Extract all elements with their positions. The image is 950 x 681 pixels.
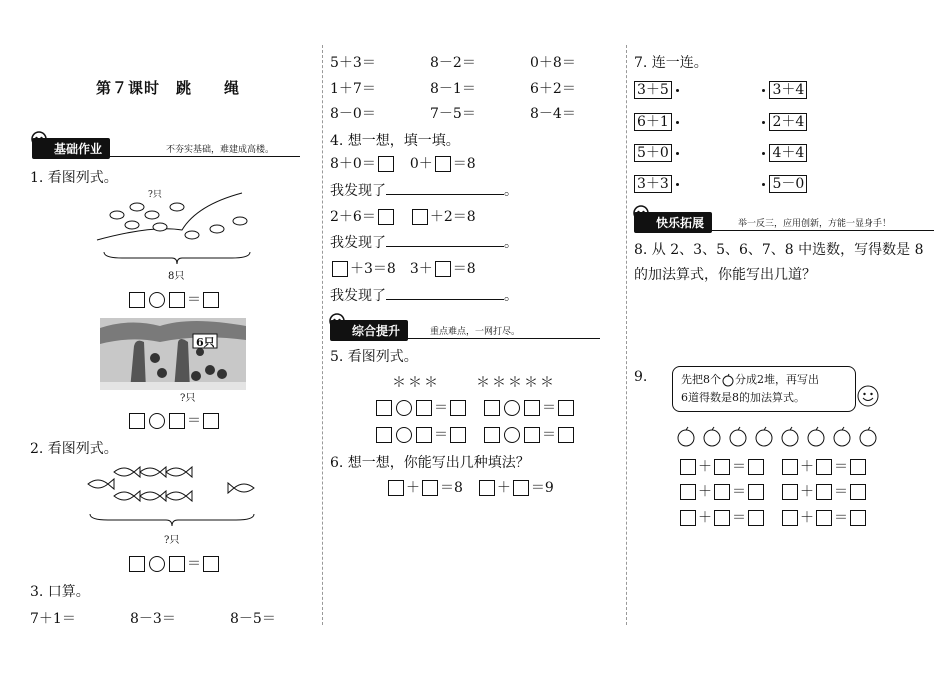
- answer-box[interactable]: [782, 510, 798, 526]
- equal-sign: ＝: [834, 459, 848, 475]
- equal-sign: ＝: [834, 484, 848, 500]
- answer-box[interactable]: [169, 413, 185, 429]
- found-suffix: 。: [504, 183, 518, 199]
- match-left-item[interactable]: 5＋0: [634, 144, 672, 162]
- q3-row-4: [330, 103, 576, 123]
- banner-extension: [634, 210, 934, 232]
- answer-box[interactable]: [816, 484, 832, 500]
- fill-blank[interactable]: [386, 234, 504, 247]
- mental-calc: 0＋8＝: [530, 55, 576, 71]
- column-middle: [324, 0, 624, 681]
- fill-blank[interactable]: [386, 182, 504, 195]
- answer-box[interactable]: [422, 480, 438, 496]
- answer-box[interactable]: [850, 510, 866, 526]
- mental-calc: 8－1＝: [430, 81, 476, 97]
- answer-box[interactable]: [748, 484, 764, 500]
- answer-box[interactable]: [782, 459, 798, 475]
- answer-box[interactable]: [524, 427, 540, 443]
- plus-sign: ＋: [698, 484, 712, 500]
- match-right-item[interactable]: 2＋4: [769, 113, 807, 131]
- apples-row: [676, 426, 886, 448]
- banner-comprehensive-motto: 重点难点，一网打尽。: [430, 327, 521, 337]
- banner-extension-label: 快乐拓展: [634, 212, 712, 233]
- found-prefix: 我发现了: [330, 183, 386, 199]
- answer-box[interactable]: [129, 413, 145, 429]
- answer-box[interactable]: [816, 510, 832, 526]
- answer-box[interactable]: [129, 556, 145, 572]
- mental-calc: 8－4＝: [530, 106, 576, 122]
- found-prefix: 我发现了: [330, 235, 386, 251]
- answer-box[interactable]: [558, 400, 574, 416]
- geese-picture: [92, 185, 262, 255]
- q3-row-3: [330, 78, 576, 98]
- answer-box[interactable]: [484, 427, 500, 443]
- q7-label: 7. 连一连。: [634, 55, 708, 71]
- monkey-question: ?只: [180, 393, 196, 404]
- q6-answer: [386, 477, 554, 497]
- answer-box[interactable]: [203, 413, 219, 429]
- fish-brace: [88, 512, 256, 528]
- answer-box[interactable]: [558, 427, 574, 443]
- match-dot[interactable]: [676, 121, 679, 124]
- answer-box[interactable]: [378, 156, 394, 172]
- q7-row-1-right: [762, 81, 807, 99]
- q4-label: 4. 想一想，填一填。: [330, 133, 460, 149]
- q5-label: 5. 看图列式。: [330, 349, 418, 365]
- q4-row-1: [330, 153, 476, 173]
- answer-box[interactable]: [416, 427, 432, 443]
- equation-text: 3＋: [409, 261, 433, 277]
- speech-text: 6道得数是8的加法算式。: [681, 391, 805, 404]
- banner-comprehensive-label: 综合提升: [330, 320, 408, 341]
- answer-box[interactable]: [680, 510, 696, 526]
- answer-box[interactable]: [203, 292, 219, 308]
- q6-label: 6. 想一想，你能写出几种填法？: [330, 455, 530, 471]
- q9-answer-row-1: [678, 456, 868, 476]
- match-right-item[interactable]: 4＋4: [769, 144, 807, 162]
- fill-blank[interactable]: [386, 287, 504, 300]
- equal-sign: ＝: [732, 510, 746, 526]
- q7-row-2: [634, 113, 679, 131]
- match-dot[interactable]: [676, 152, 679, 155]
- operator-circle[interactable]: [396, 427, 412, 443]
- plus-sign: ＋: [698, 459, 712, 475]
- mental-calc: 8－2＝: [430, 55, 476, 71]
- plus-sign: ＋: [800, 484, 814, 500]
- answer-box[interactable]: [450, 400, 466, 416]
- column-divider: [322, 45, 323, 625]
- mental-calc: 7＋1＝: [30, 611, 76, 627]
- q5-answer-row-2: ＝ ＝: [374, 424, 576, 444]
- answer-box[interactable]: [714, 484, 730, 500]
- q5-answer-row-1: ＝ ＝: [374, 397, 576, 417]
- q3-label: 3. 口算。: [30, 584, 90, 600]
- lesson-title: 第７课时 跳 绳: [96, 79, 241, 97]
- plus-sign: ＋: [800, 510, 814, 526]
- banner-rule: [32, 156, 300, 157]
- q7-row-3: [634, 144, 679, 162]
- q7-row-2-right: [762, 113, 807, 131]
- answer-box[interactable]: [376, 427, 392, 443]
- banner-rule: [634, 230, 934, 231]
- column-divider: [626, 45, 627, 625]
- equation-text: ＝8: [452, 261, 476, 277]
- q8-line-1: 8. 从 2、3、5、6、7、8 中选数，写得数是 8: [634, 242, 924, 258]
- banner-basic-motto: 不夯实基础，难建成高楼。: [166, 145, 275, 155]
- answer-box[interactable]: [479, 480, 495, 496]
- plus-sign: ＋: [406, 480, 420, 496]
- column-right: [628, 0, 940, 681]
- answer-box[interactable]: [850, 484, 866, 500]
- q7-row-3-right: [762, 144, 807, 162]
- plus-sign: ＋: [800, 459, 814, 475]
- equal-sign: ＝: [732, 459, 746, 475]
- found-suffix: 。: [504, 288, 518, 304]
- operator-circle[interactable]: [504, 427, 520, 443]
- match-dot[interactable]: [762, 183, 765, 186]
- mental-calc: 7－5＝: [430, 106, 476, 122]
- answer-box[interactable]: [714, 459, 730, 475]
- match-dot[interactable]: [762, 121, 765, 124]
- answer-box[interactable]: [748, 459, 764, 475]
- operator-circle[interactable]: [504, 400, 520, 416]
- match-left-item[interactable]: 3＋3: [634, 175, 672, 193]
- q3-row-2: [330, 52, 576, 72]
- match-dot[interactable]: [676, 183, 679, 186]
- equation-text: ＝8: [452, 156, 476, 172]
- mental-calc: 8－3＝: [130, 611, 176, 627]
- answer-box[interactable]: [524, 400, 540, 416]
- q3-row-1: [30, 608, 276, 628]
- goose-brace: [102, 250, 252, 266]
- match-dot[interactable]: [762, 89, 765, 92]
- answer-box[interactable]: [513, 480, 529, 496]
- equation-text: ＋2＝8: [429, 209, 476, 225]
- match-left-item[interactable]: 6＋1: [634, 113, 672, 131]
- q7-row-4-right: [762, 175, 807, 193]
- q2-answer: ＝: [127, 553, 221, 573]
- match-left-item[interactable]: 3＋5: [634, 81, 672, 99]
- goose-question: ?只: [148, 190, 162, 200]
- q4-row-3: [330, 258, 476, 278]
- equal-sign: ＝: [732, 484, 746, 500]
- equation-text: ＝8: [440, 480, 463, 496]
- answer-box[interactable]: [435, 156, 451, 172]
- match-dot[interactable]: [762, 152, 765, 155]
- banner-comprehensive: [330, 318, 600, 340]
- answer-box[interactable]: [680, 459, 696, 475]
- mental-calc: 6＋2＝: [530, 81, 576, 97]
- answer-box[interactable]: [332, 261, 348, 277]
- q1-label: 1. 看图列式。: [30, 170, 118, 186]
- operator-circle[interactable]: [149, 292, 165, 308]
- plus-sign: ＋: [698, 510, 712, 526]
- q5-stars-left: ＊＊＊: [392, 375, 440, 391]
- answer-box[interactable]: [748, 510, 764, 526]
- answer-box[interactable]: [680, 484, 696, 500]
- match-right-item[interactable]: 3＋4: [769, 81, 807, 99]
- speech-text: 分成2堆，再写出: [735, 373, 819, 386]
- answer-box[interactable]: [129, 292, 145, 308]
- found-prefix: 我发现了: [330, 288, 386, 304]
- answer-box[interactable]: [850, 459, 866, 475]
- match-dot[interactable]: [676, 89, 679, 92]
- q4-found-1: [330, 180, 518, 200]
- found-suffix: 。: [504, 235, 518, 251]
- fish-picture: [84, 462, 264, 512]
- monkey-count: 6只: [196, 336, 215, 349]
- goose-total: 8只: [168, 271, 185, 282]
- mental-calc: 1＋7＝: [330, 81, 376, 97]
- q7-row-4: [634, 175, 679, 193]
- answer-box[interactable]: [435, 261, 451, 277]
- equation-text: ＋3＝8: [350, 261, 396, 277]
- operator-circle[interactable]: [149, 556, 165, 572]
- answer-box[interactable]: [378, 209, 394, 225]
- q1-answer-1: ＝: [127, 289, 221, 309]
- q9-speech-bubble: [672, 366, 856, 412]
- mental-calc: 8－0＝: [330, 106, 376, 122]
- q4-row-2: [330, 206, 476, 226]
- q4-found-3: [330, 285, 518, 305]
- match-right-item[interactable]: 5－0: [769, 175, 807, 193]
- smiley-face-icon: [856, 384, 880, 408]
- q2-label: 2. 看图列式。: [30, 441, 118, 457]
- answer-box[interactable]: [416, 400, 432, 416]
- operator-circle[interactable]: [396, 400, 412, 416]
- apple-icon: [721, 373, 735, 387]
- banner-basic-label: 基础作业: [32, 138, 110, 159]
- banner-basic: [32, 136, 300, 158]
- answer-box[interactable]: [412, 209, 428, 225]
- q7-row-1: [634, 81, 679, 99]
- equal-sign: ＝: [834, 510, 848, 526]
- q8-line-2: 的加法算式，你能写出几道？: [634, 267, 816, 283]
- equation-text: ＝9: [530, 480, 554, 496]
- equation-text: 0＋: [409, 156, 433, 172]
- answer-box[interactable]: [169, 556, 185, 572]
- q9-answer-row-3: [678, 507, 868, 527]
- plus-sign: ＋: [496, 480, 511, 496]
- mental-calc: 8－5＝: [230, 611, 276, 627]
- q1-answer-2: ＝: [127, 410, 221, 430]
- q9-label: 9.: [634, 369, 648, 385]
- q5-stars-right: ＊＊＊＊＊: [476, 375, 556, 391]
- banner-extension-motto: 举一反三，应用创新，方能一显身手！: [738, 219, 892, 229]
- answer-box[interactable]: [376, 400, 392, 416]
- answer-box[interactable]: [450, 427, 466, 443]
- answer-box[interactable]: [484, 400, 500, 416]
- operator-circle[interactable]: [149, 413, 165, 429]
- speech-text: 先把8个: [681, 373, 721, 386]
- mental-calc: 5＋3＝: [330, 55, 376, 71]
- answer-box[interactable]: [816, 459, 832, 475]
- equation-text: 8＋0＝: [330, 156, 376, 172]
- q9-answer-row-2: [678, 481, 868, 501]
- banner-rule: [330, 338, 600, 339]
- answer-box[interactable]: [782, 484, 798, 500]
- equation-text: 2＋6＝: [330, 209, 376, 225]
- q4-found-2: [330, 232, 518, 252]
- fish-question: ?只: [164, 535, 180, 546]
- answer-box[interactable]: [714, 510, 730, 526]
- column-left: [0, 0, 320, 681]
- answer-box[interactable]: [203, 556, 219, 572]
- monkeys-tree-picture: [100, 318, 246, 390]
- answer-box[interactable]: [388, 480, 404, 496]
- answer-box[interactable]: [169, 292, 185, 308]
